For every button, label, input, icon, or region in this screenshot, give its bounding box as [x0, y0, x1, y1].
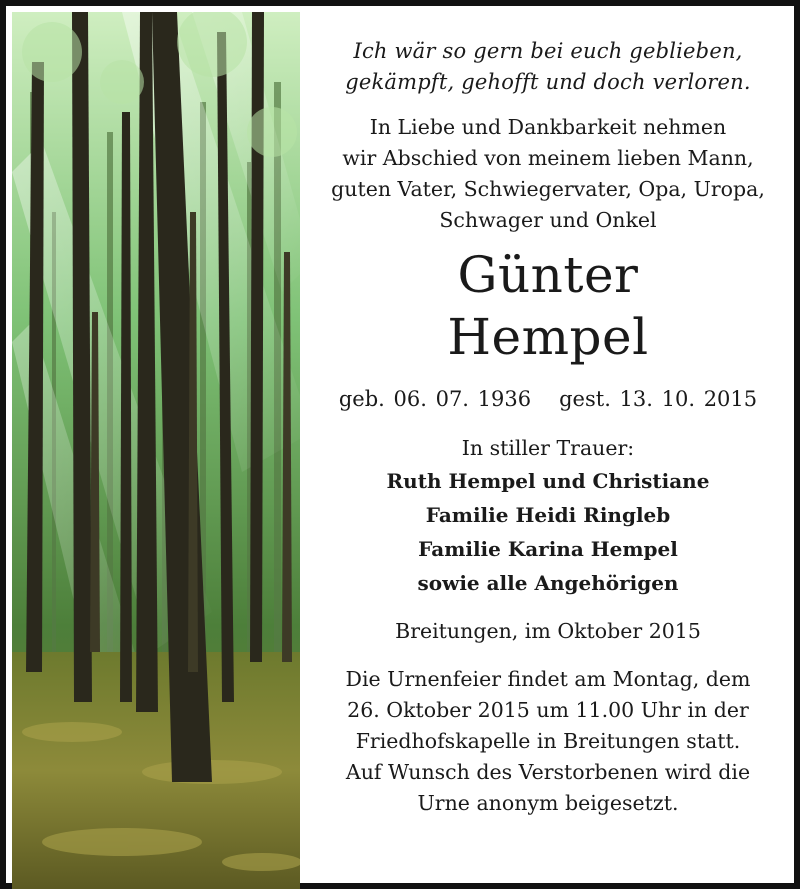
intro-line: In Liebe und Dankbarkeit nehmen — [369, 115, 727, 139]
first-name: Günter — [457, 246, 639, 304]
life-dates — [308, 384, 788, 414]
verse-line: Ich wär so gern bei euch geblieben, — [353, 39, 743, 63]
birth-date: geb. 06. 07. 1936 — [338, 387, 532, 411]
mourner-name: sowie alle Angehörigen — [417, 571, 679, 595]
forest-image — [12, 12, 300, 889]
intro — [308, 112, 788, 236]
mourner-name: Ruth Hempel und Christiane — [386, 469, 710, 493]
intro-line: wir Abschied von meinem lieben Mann, — [342, 146, 754, 170]
forest-photo — [12, 12, 300, 889]
mourners — [308, 432, 788, 600]
death-date: gest. 13. 10. 2015 — [559, 387, 758, 411]
ceremony-info — [308, 664, 788, 819]
notice-text — [308, 36, 788, 819]
mourner-name: Familie Karina Hempel — [418, 537, 678, 561]
intro-line: guten Vater, Schwiegervater, Opa, Uropa, — [331, 177, 765, 201]
place-date: Breitungen, im Oktober 2015 — [395, 619, 701, 643]
ceremony-line: Urne anonym beigesetzt. — [417, 791, 679, 815]
ceremony-line: Friedhofskapelle in Breitungen statt. — [355, 729, 741, 753]
last-name: Hempel — [447, 308, 649, 366]
verse-line: gekämpft, gehofft und doch verloren. — [345, 70, 751, 94]
mourners-heading: In stiller Trauer: — [461, 436, 635, 460]
deceased-name — [308, 244, 788, 368]
verse — [308, 36, 788, 98]
intro-line: Schwager und Onkel — [439, 208, 657, 232]
mourner-name: Familie Heidi Ringleb — [425, 503, 671, 527]
ceremony-line: Auf Wunsch des Verstorbenen wird die — [345, 760, 751, 784]
ceremony-line: Die Urnenfeier findet am Montag, dem — [345, 667, 751, 691]
ceremony-line: 26. Oktober 2015 um 11.00 Uhr in der — [347, 698, 749, 722]
